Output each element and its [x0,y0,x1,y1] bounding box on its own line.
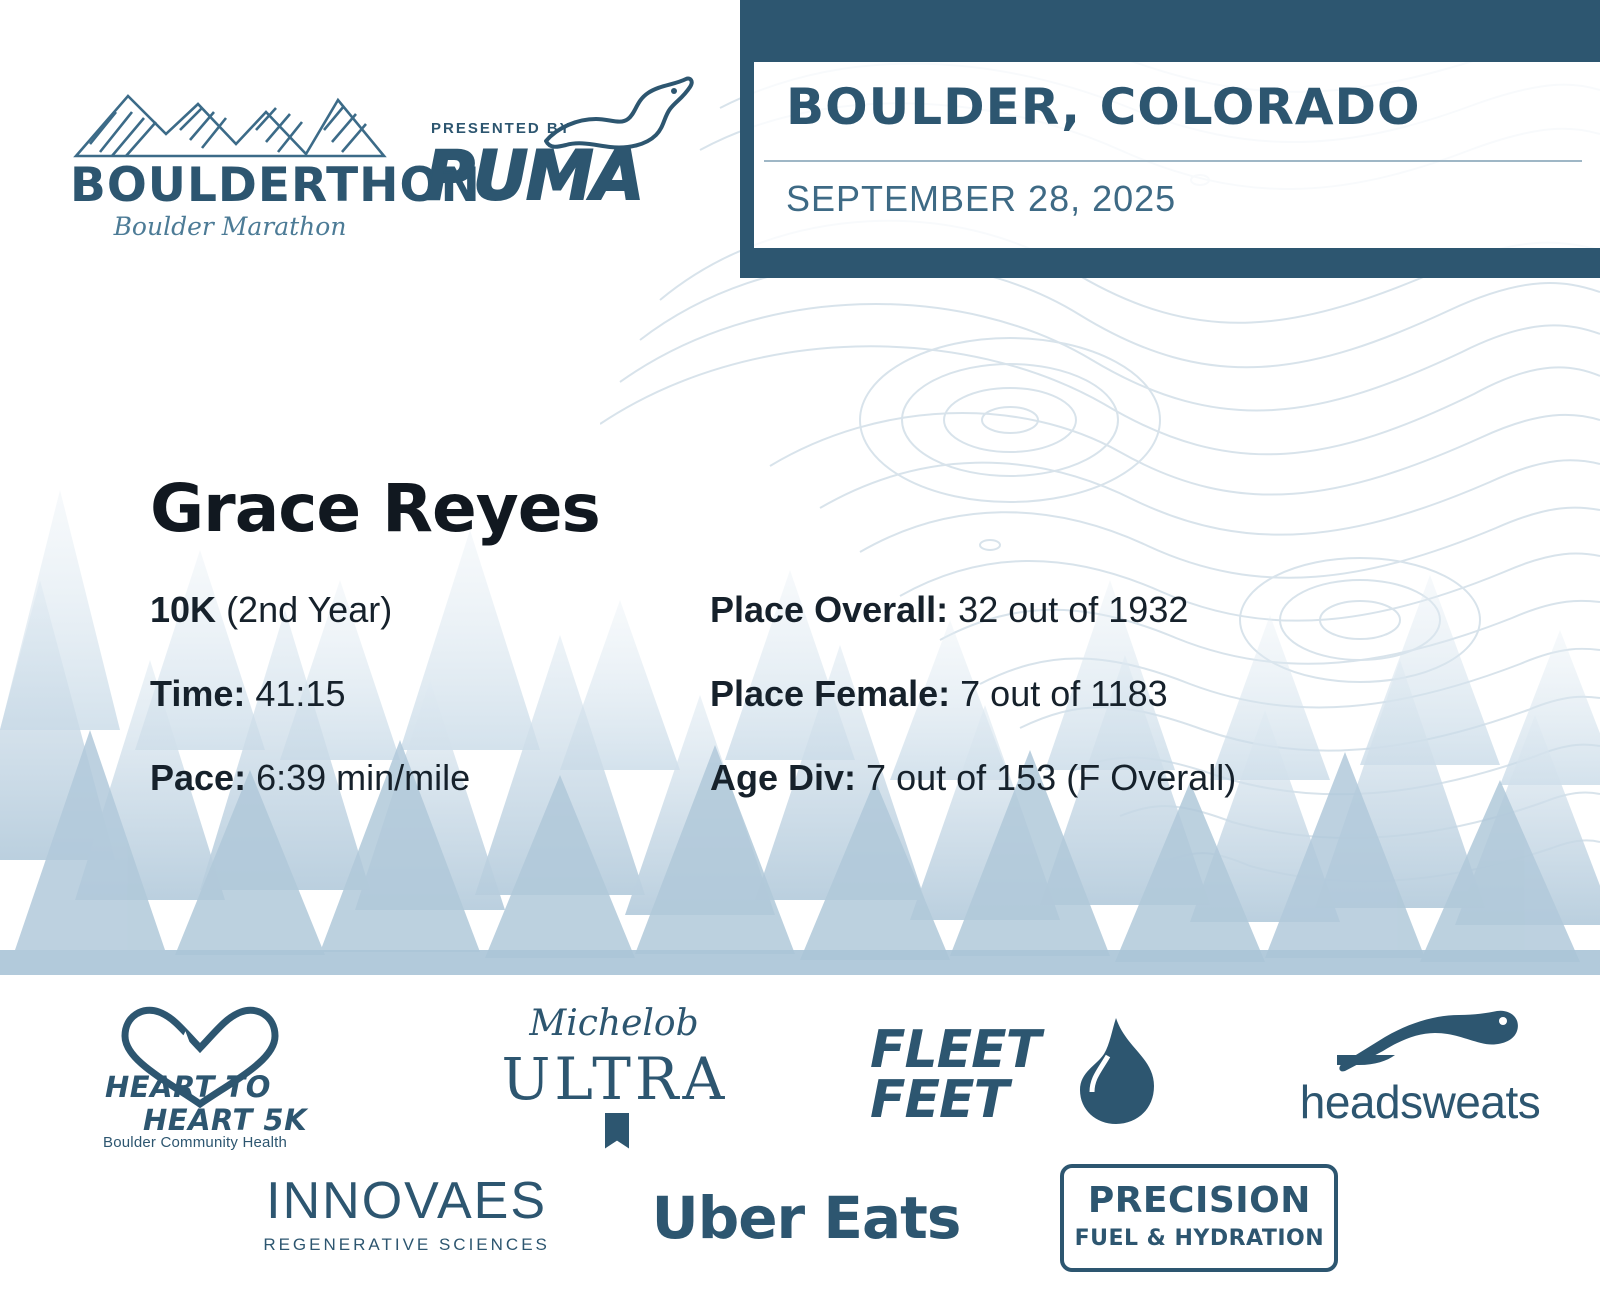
sponsor-innovaes [262,1163,552,1273]
stat-event-label: 10K [150,589,217,630]
michelob-ribbon-icon [605,1113,629,1149]
stat-event-note: (2nd Year) [226,589,393,630]
fleet-feet-line2: FEET [870,1069,1009,1130]
presented-by-label: PRESENTED BY [431,120,572,137]
race-info-banner [740,0,1600,278]
stat-pace-value: 6:39 min/mile [256,757,471,798]
stat-time-label: Time: [150,673,246,714]
stat-event [150,589,710,631]
stat-age-div-value: 7 out of 153 (F Overall) [866,757,1237,798]
heart-to-heart-sub: Boulder Community Health [103,1133,288,1151]
banner-top-bar [740,0,1600,62]
heart-to-heart-line1: HEART TO [105,1069,271,1104]
mountain-icon [70,60,390,165]
banner-left-edge [740,0,754,278]
stats-column-left [150,589,710,799]
innovaes-wordmark: INNOVAES [266,1171,548,1230]
innovaes-sub: REGENERATIVE SCIENCES [263,1234,550,1254]
stat-age-div-label: Age Div: [710,757,857,798]
precision-line1: PRECISION [1087,1179,1311,1221]
presenting-sponsor-logo [425,75,695,235]
header [0,0,1600,280]
sponsor-row-primary [0,990,1600,1155]
boulderthon-logo [70,60,481,250]
stat-place-overall-value: 32 out of 1932 [958,589,1189,630]
michelob-script: Michelob [529,1002,699,1044]
stat-place-female-label: Place Female: [710,673,951,714]
uber-eats-wordmark: Uber Eats [651,1183,961,1252]
stat-pace-label: Pace: [150,757,247,798]
stat-place-overall-label: Place Overall: [710,589,949,630]
precision-line2: FUEL & HYDRATION [1074,1225,1325,1251]
headsweats-bird-icon [1325,1003,1525,1081]
sponsor-uber-eats [652,1184,961,1252]
sponsor-precision-fuel-hydration [1060,1164,1338,1272]
logo-wordmark: BOULDERTHON [70,158,481,213]
fleet-feet-flame-icon [1070,1014,1160,1126]
race-location: BOULDER, COLORADO [786,78,1421,136]
banner-bottom-bar [740,248,1600,278]
stat-pace [150,757,710,799]
logo-tagline: Boulder Marathon [113,212,347,241]
stat-age-div [710,757,1450,799]
banner-divider [764,160,1582,162]
sponsor-row-secondary [0,1155,1600,1280]
stat-place-overall [710,589,1450,631]
sponsor-headsweats [1270,1003,1570,1143]
stats-column-right [710,589,1450,799]
stats-grid [150,589,1450,799]
puma-wordmark: PUMA [425,137,643,216]
heart-to-heart-line2: HEART 5K [143,1102,308,1137]
stat-place-female [710,673,1450,715]
sponsor-fleet-feet [870,1008,1160,1138]
headsweats-wordmark: headsweats [1299,1075,1541,1128]
stat-time-value: 41:15 [255,673,346,714]
fleet-feet-line1: FLEET [870,1019,1041,1080]
stat-time [150,673,710,715]
race-date: SEPTEMBER 28, 2025 [786,178,1177,219]
stat-place-female-value: 7 out of 1183 [960,673,1168,714]
sponsor-section [0,975,1600,1309]
michelob-ultra-word: ULTRA [501,1044,729,1113]
athlete-name: Grace Reyes [150,470,600,547]
sponsor-michelob-ultra [485,993,745,1153]
sponsor-heart-to-heart-5k [65,998,355,1151]
result-card [150,470,1450,799]
